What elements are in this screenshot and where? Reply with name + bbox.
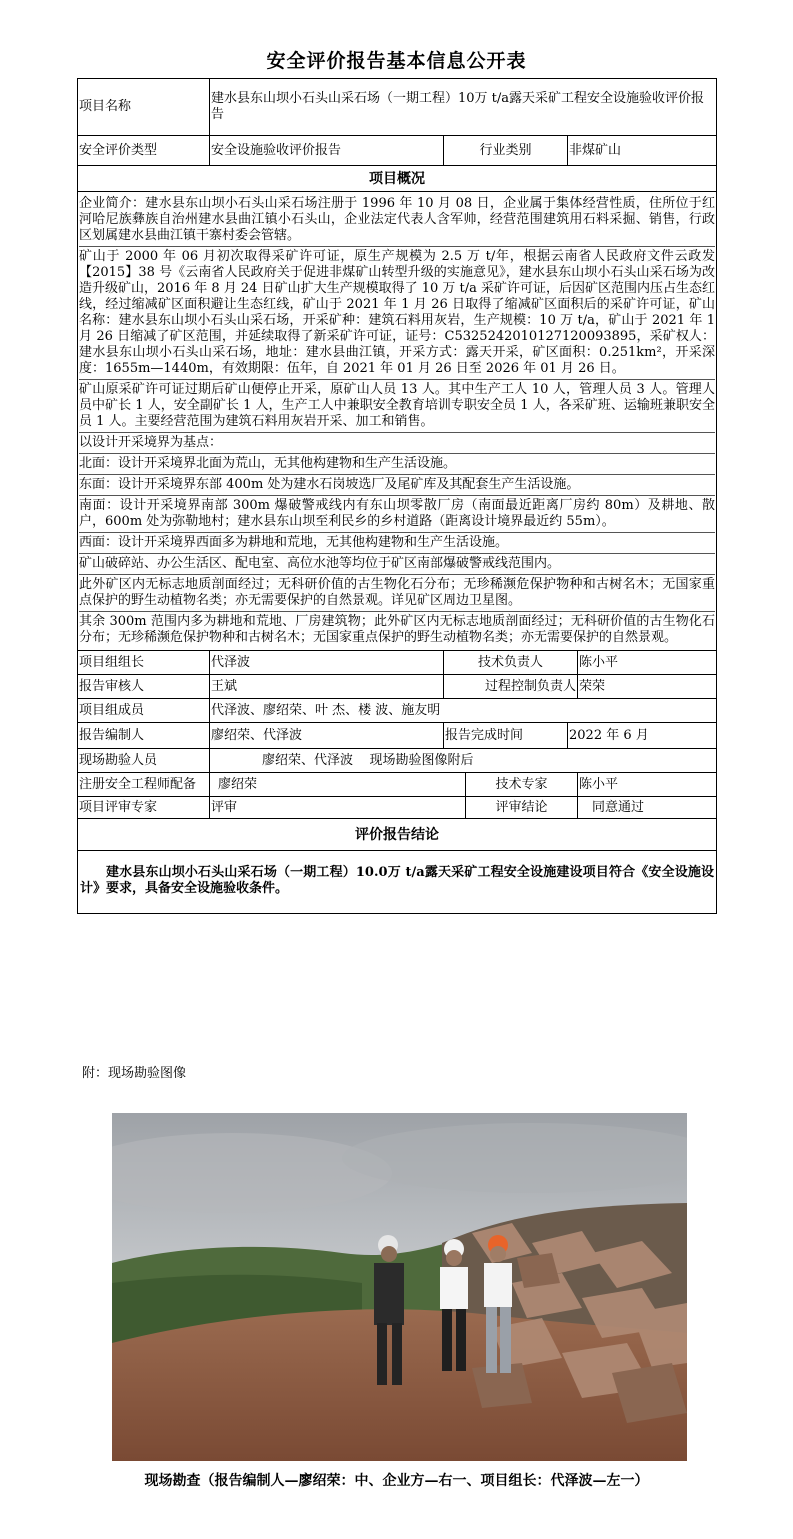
industry-value: 非煤矿山 bbox=[568, 136, 717, 166]
tech-lead-value: 陈小平 bbox=[578, 651, 717, 675]
industry-label: 行业类别 bbox=[444, 136, 568, 166]
overview-paragraph: 企业简介：建水县东山坝小石头山采石场注册于 1996 年 10 月 08 日，企业属于集体经营性质，住所位于红河哈尼族彝族自治州建水县曲江镇小石头山，企业法定代表人含军帅，经营范围建筑用石料采掘、销售，行政区划属建水县曲江镇干寨村委会管辖。 bbox=[79, 196, 716, 243]
site-survey-photo bbox=[112, 1113, 687, 1461]
expert-label: 项目评审专家 bbox=[78, 797, 210, 819]
project-name-value: 建水县东山坝小石头山采石场（一期工程）10万 t/a露天采矿工程安全设施验收评价报告 bbox=[210, 79, 717, 136]
eval-type-value: 安全设施验收评价报告 bbox=[210, 136, 444, 166]
overview-paragraph: 矿山破碎站、办公生活区、配电室、高位水池等均位于矿区南部爆破警戒线范围内。 bbox=[79, 553, 715, 574]
overview-body bbox=[78, 192, 717, 651]
expert-value: 评审 bbox=[210, 797, 466, 819]
engineer-value: 廖绍荣 bbox=[210, 773, 466, 797]
reviewer-value: 王斌 bbox=[210, 675, 444, 699]
tech-lead-label: 技术负责人 bbox=[444, 651, 578, 675]
reviewer-label: 报告审核人 bbox=[78, 675, 210, 699]
leader-value: 代泽波 bbox=[210, 651, 444, 675]
overview-paragraph: 矿山原采矿许可证过期后矿山便停止开采，原矿山人员 13 人。其中生产工人 10 人，管理人员 3 人。管理人员中矿长 1 人，安全副矿长 1 人，生产工人中兼职安全教育培训专职安全员 1 人，各采矿班、运输班兼职安全员 1 人。主要经营范围为建筑石料用灰岩开采、加工和销售。 bbox=[79, 379, 715, 432]
survey-label: 现场勘验人员 bbox=[78, 749, 210, 773]
finish-value: 2022 年 6 月 bbox=[568, 723, 717, 749]
page-title: 安全评价报告基本信息公开表 bbox=[266, 50, 527, 72]
review-label: 评审结论 bbox=[466, 797, 578, 819]
overview-paragraph: 南面：设计开采境界南部 300m 爆破警戒线内有东山坝零散厂房（南面最近距离厂房约 80m）及耕地、散户，600m 处为弥勒地村；建水县东山坝至利民乡的乡村道路（距离设计境界最近约 55m）。 bbox=[79, 495, 715, 532]
conclusion-text: 建水县东山坝小石头山采石场（一期工程）10.0万 t/a露天采矿工程安全设施建设项目符合《安全设施设计》要求，具备安全设施验收条件。 bbox=[78, 851, 717, 914]
tech-expert-value: 陈小平 bbox=[578, 773, 717, 797]
process-value: 荣荣 bbox=[578, 675, 717, 699]
project-name-label: 项目名称 bbox=[78, 79, 210, 136]
survey-value: 廖绍荣、代泽波 现场勘验图像附后 bbox=[210, 749, 717, 773]
overview-paragraph: 西面：设计开采境界西面多为耕地和荒地，无其他构建物和生产生活设施。 bbox=[79, 532, 715, 553]
overview-paragraph: 其余 300m 范围内多为耕地和荒地、厂房建筑物；此外矿区内无标志地质剖面经过；无科研价值的古生物化石分布；无珍稀濒危保护物种和古树名木；无国家重点保护的野生动植物名类；亦无需要保护的自然景观。 bbox=[79, 611, 715, 648]
overview-heading: 项目概况 bbox=[78, 166, 717, 192]
overview-paragraph: 此外矿区内无标志地质剖面经过；无科研价值的古生物化石分布；无珍稀濒危保护物种和古树名木；无国家重点保护的野生动植物名类；亦无需要保护的自然景观。详见矿区周边卫星图。 bbox=[79, 574, 715, 611]
overview-paragraph: 矿山于 2000 年 06 月初次取得采矿许可证，原生产规模为 2.5 万 t/年，根据云南省人民政府文件云政发【2015】38 号《云南省人民政府关于促进非煤矿山转型升级的实施意见》，建水县东山坝小石头山采石场为改造升级矿山，2016 年 8 月 24 日矿山扩大生产规模取得了 10 万 t/a 采矿许可证，后因矿区范围内压占生态红线，经过缩减矿区面积避让生态红线，矿山于 2021 年 1 月 26 日取得了缩减矿区面积后的采矿许可证，矿山名称：建水县东山坝小石头山采石场，开采矿种：建筑石料用灰岩，生产规模：10 万 t/a，矿山于 2021 年 1 月 26 日缩减了矿区范围，并延续取得了新采矿许可证，证号：C5325242010127120093895，采矿权人：建水县东山坝小石头山采石场，地址：建水县曲江镇，开采方式：露天开采，矿区面积：0.251km²，开采深度：1655m—1440m，有效期限：伍年，自 2021 年 01 月 26 日至 2026 年 01 月 26 日。 bbox=[79, 246, 715, 379]
process-label: 过程控制负责人 bbox=[444, 675, 578, 699]
attachment-label: 附：现场勘验图像 bbox=[82, 1066, 187, 1081]
review-value: 同意通过 bbox=[578, 797, 717, 819]
finish-label: 报告完成时间 bbox=[444, 723, 568, 749]
members-label: 项目组成员 bbox=[78, 699, 210, 723]
tech-expert-label: 技术专家 bbox=[466, 773, 578, 797]
overview-paragraph: 北面：设计开采境界北面为荒山，无其他构建物和生产生活设施。 bbox=[79, 453, 715, 474]
overview-paragraph: 东面：设计开采境界东部 400m 处为建水石岗坡选厂及尾矿库及其配套生产生活设施。 bbox=[79, 474, 715, 495]
eval-type-label: 安全评价类型 bbox=[78, 136, 210, 166]
engineer-label: 注册安全工程师配备 bbox=[78, 773, 210, 797]
author-label: 报告编制人 bbox=[78, 723, 210, 749]
members-value: 代泽波、廖绍荣、叶 杰、楼 波、施友明 bbox=[210, 699, 717, 723]
info-table bbox=[77, 78, 717, 914]
photo-caption: 现场勘查（报告编制人—廖绍荣：中、企业方—右一、项目组长：代泽波—左一） bbox=[144, 1473, 649, 1489]
leader-label: 项目组组长 bbox=[78, 651, 210, 675]
conclusion-heading: 评价报告结论 bbox=[78, 819, 717, 851]
author-value: 廖绍荣、代泽波 bbox=[210, 723, 444, 749]
overview-paragraph: 以设计开采境界为基点： bbox=[79, 432, 715, 453]
